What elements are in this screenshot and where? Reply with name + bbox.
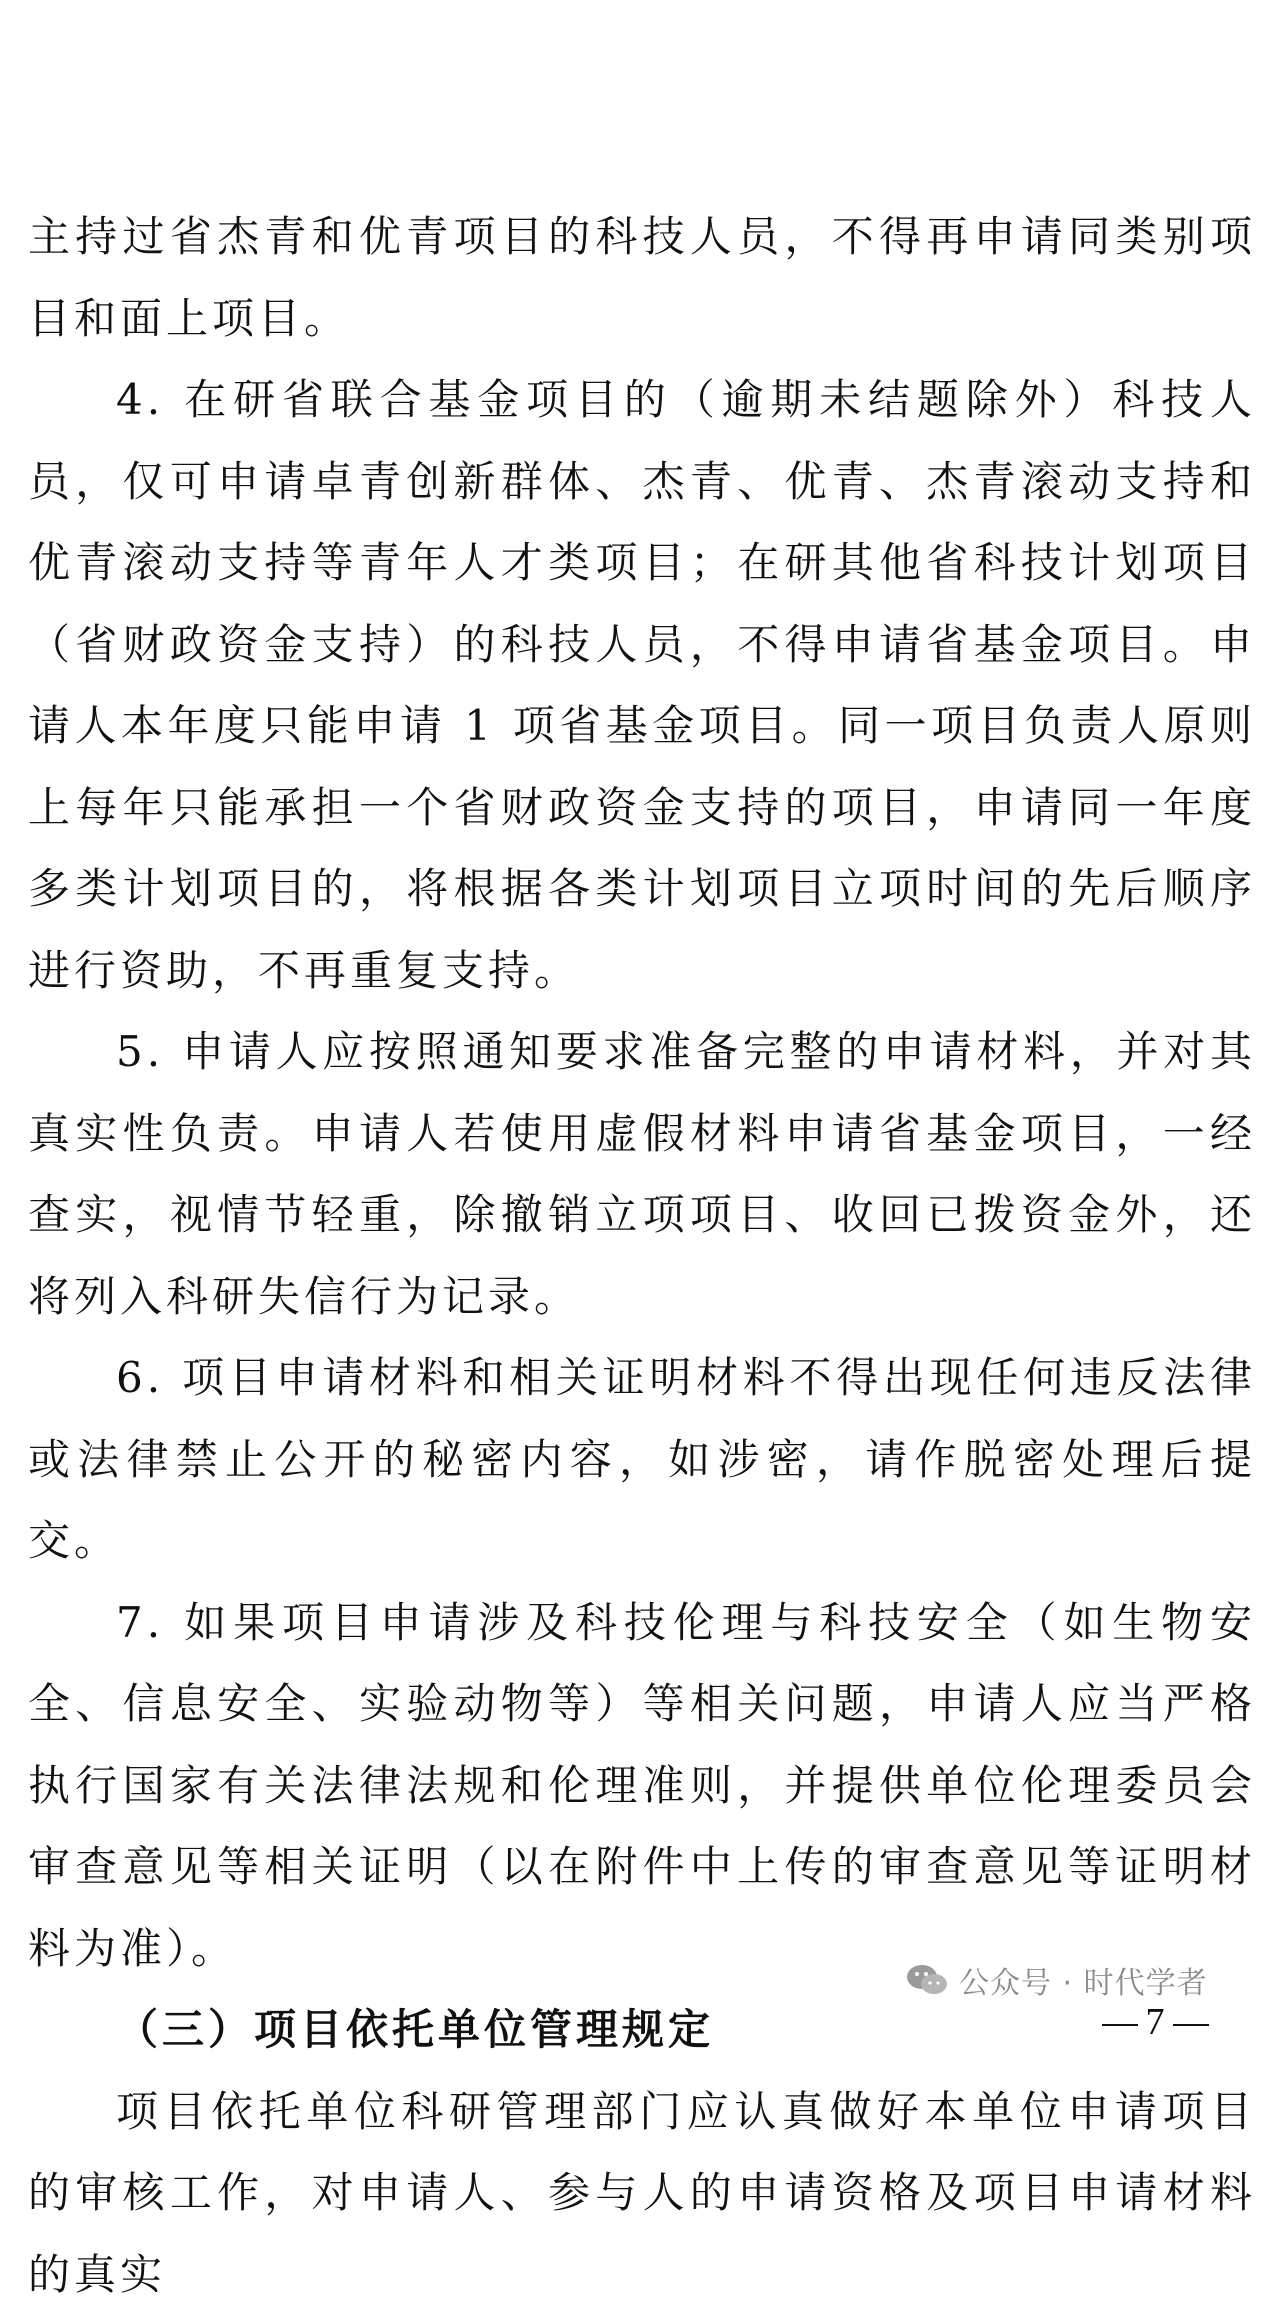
paragraph-1: 主持过省杰青和优青项目的科技人员，不得再申请同类别项目和面上项目。 — [28, 196, 1256, 359]
paragraph-last: 项目依托单位科研管理部门应认真做好本单位申请项目的审核工作，对申请人、参与人的申请资格及项目申请材料的真实 — [28, 2071, 1256, 2315]
page-number-dash-right — [1173, 2024, 1209, 2026]
page-number — [1080, 2000, 1230, 2051]
section-heading: （三）项目依托单位管理规定 — [28, 1989, 1256, 2071]
paragraph-item-5: 5. 申请人应按照通知要求准备完整的申请材料，并对其真实性负责。申请人若使用虚假材料申请省基金项目，一经查实，视情节轻重，除撤销立项项目、收回已拨资金外，还将列入科研失信行为记录。 — [28, 1011, 1256, 1337]
watermark-text: 公众号 · 时代学者 — [959, 1958, 1208, 2002]
page-number-value: 7 — [1146, 2001, 1165, 2043]
paragraph-item-7: 7. 如果项目申请涉及科技伦理与科技安全（如生物安全、信息安全、实验动物等）等相关问题，申请人应当严格执行国家有关法律法规和伦理准则，并提供单位伦理委员会审查意见等相关证明（以在附件中上传的审查意见等证明材料为准）。 — [28, 1582, 1256, 1990]
page-number-dash-left — [1102, 2024, 1138, 2026]
paragraph-item-6: 6. 项目申请材料和相关证明材料不得出现任何违反法律或法律禁止公开的秘密内容，如涉密，请作脱密处理后提交。 — [28, 1337, 1256, 1582]
wechat-icon — [905, 1962, 949, 1998]
paragraph-item-4: 4. 在研省联合基金项目的（逾期未结题除外）科技人员，仅可申请卓青创新群体、杰青、优青、杰青滚动支持和优青滚动支持等青年人才类项目；在研其他省科技计划项目（省财政资金支持）的科技人员，不得申请省基金项目。申请人本年度只能申请 1 项省基金项目。同一项目负责人原则上每年只能承担一个省财政资金支持的项目，申请同一年度多类计划项目的，将根据各类计划项目立项时间的先后顺序进行资助，不再重复支持。 — [28, 359, 1256, 1011]
